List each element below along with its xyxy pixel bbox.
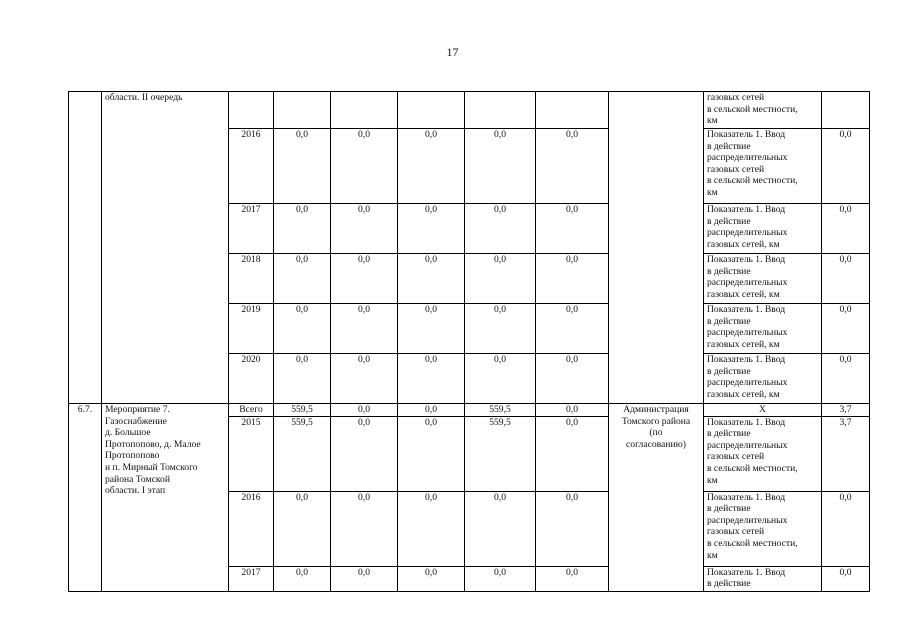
value-cell — [536, 92, 609, 129]
value-cell: 0,0 — [398, 491, 465, 566]
event-name-cell — [102, 92, 229, 404]
value-cell: 0,0 — [274, 566, 331, 591]
indicator-cell: Х — [704, 404, 822, 417]
indicator-value-cell: 0,0 — [822, 354, 870, 404]
value-cell: 0,0 — [331, 129, 398, 204]
value-cell: 0,0 — [536, 204, 609, 254]
value-cell: 559,5 — [274, 416, 331, 491]
value-cell: 0,0 — [398, 354, 465, 404]
value-cell: 0,0 — [465, 304, 536, 354]
value-cell: 0,0 — [398, 404, 465, 417]
value-cell: 0,0 — [536, 404, 609, 417]
indicator-value-cell — [822, 92, 870, 129]
program-table — [68, 91, 870, 592]
executor-cell: Администрация Томского района (по согласованию) — [609, 404, 704, 592]
value-cell: 0,0 — [536, 129, 609, 204]
num-cell — [69, 92, 102, 404]
table-row — [69, 404, 870, 417]
indicator-cell: газовых сетей в сельской местности, км — [704, 92, 822, 129]
value-cell: 0,0 — [331, 304, 398, 354]
value-cell — [274, 92, 331, 129]
value-cell: 0,0 — [331, 416, 398, 491]
indicator-cell: Показатель 1. Ввод в действие распределительных газовых сетей, км — [704, 354, 822, 404]
value-cell — [331, 92, 398, 129]
value-cell: 0,0 — [274, 204, 331, 254]
event-name-text: области. II очередь — [105, 92, 183, 103]
value-cell: 0,0 — [331, 566, 398, 591]
value-cell: 0,0 — [398, 416, 465, 491]
value-cell: 0,0 — [536, 254, 609, 304]
value-cell — [398, 92, 465, 129]
value-cell: 0,0 — [398, 566, 465, 591]
value-cell: 0,0 — [274, 129, 331, 204]
year-cell — [229, 92, 274, 129]
year-cell: 2018 — [229, 254, 274, 304]
value-cell: 0,0 — [331, 491, 398, 566]
executor-cell — [609, 92, 704, 404]
value-cell: 559,5 — [465, 416, 536, 491]
value-cell: 0,0 — [465, 254, 536, 304]
indicator-value-cell: 0,0 — [822, 129, 870, 204]
indicator-value-cell: 3,7 — [822, 404, 870, 417]
event-name-cell: Мероприятие 7. Газоснабжение д. Большое Протопопово, д. Малое Протопопово и п. Мирный Томского района Томской области. I этап — [102, 404, 229, 592]
year-cell: 2017 — [229, 204, 274, 254]
indicator-value-cell: 3,7 — [822, 416, 870, 491]
total-label-cell: Всего — [229, 404, 274, 417]
year-cell: 2015 — [229, 416, 274, 491]
indicator-value-cell: 0,0 — [822, 491, 870, 566]
indicator-value-cell: 0,0 — [822, 304, 870, 354]
value-cell: 0,0 — [465, 354, 536, 404]
value-cell: 0,0 — [465, 204, 536, 254]
value-cell: 0,0 — [536, 354, 609, 404]
year-cell: 2020 — [229, 354, 274, 404]
value-cell: 0,0 — [331, 254, 398, 304]
value-cell: 0,0 — [398, 254, 465, 304]
value-cell: 0,0 — [331, 354, 398, 404]
indicator-cell: Показатель 1. Ввод в действие распределительных газовых сетей, км — [704, 204, 822, 254]
value-cell: 0,0 — [398, 204, 465, 254]
indicator-cell: Показатель 1. Ввод в действие распределительных газовых сетей, км — [704, 304, 822, 354]
value-cell: 0,0 — [536, 491, 609, 566]
indicator-cell: Показатель 1. Ввод в действие распределительных газовых сетей в сельской местности, км — [704, 129, 822, 204]
value-cell: 0,0 — [398, 304, 465, 354]
value-cell: 0,0 — [331, 204, 398, 254]
table-row — [69, 92, 870, 129]
year-cell: 2016 — [229, 491, 274, 566]
year-cell: 2017 — [229, 566, 274, 591]
indicator-value-cell: 0,0 — [822, 254, 870, 304]
value-cell: 0,0 — [465, 566, 536, 591]
value-cell: 0,0 — [331, 404, 398, 417]
indicator-cell: Показатель 1. Ввод в действие распределительных газовых сетей в сельской местности, км — [704, 416, 822, 491]
value-cell: 0,0 — [274, 354, 331, 404]
indicator-value-cell: 0,0 — [822, 204, 870, 254]
value-cell: 559,5 — [465, 404, 536, 417]
item-number-cell: 6.7. — [69, 404, 102, 592]
value-cell: 0,0 — [274, 491, 331, 566]
indicator-cell: Показатель 1. Ввод в действие — [704, 566, 822, 591]
value-cell: 0,0 — [465, 491, 536, 566]
value-cell: 0,0 — [274, 254, 331, 304]
value-cell: 0,0 — [398, 129, 465, 204]
value-cell: 0,0 — [536, 304, 609, 354]
indicator-value-cell: 0,0 — [822, 566, 870, 591]
value-cell: 559,5 — [274, 404, 331, 417]
value-cell: 0,0 — [274, 304, 331, 354]
page-number: 17 — [446, 45, 459, 59]
year-cell: 2019 — [229, 304, 274, 354]
value-cell: 0,0 — [465, 129, 536, 204]
indicator-cell: Показатель 1. Ввод в действие распределительных газовых сетей, км — [704, 254, 822, 304]
value-cell: 0,0 — [536, 416, 609, 491]
indicator-cell: Показатель 1. Ввод в действие распределительных газовых сетей в сельской местности, км — [704, 491, 822, 566]
value-cell: 0,0 — [536, 566, 609, 591]
value-cell — [465, 92, 536, 129]
year-cell: 2016 — [229, 129, 274, 204]
